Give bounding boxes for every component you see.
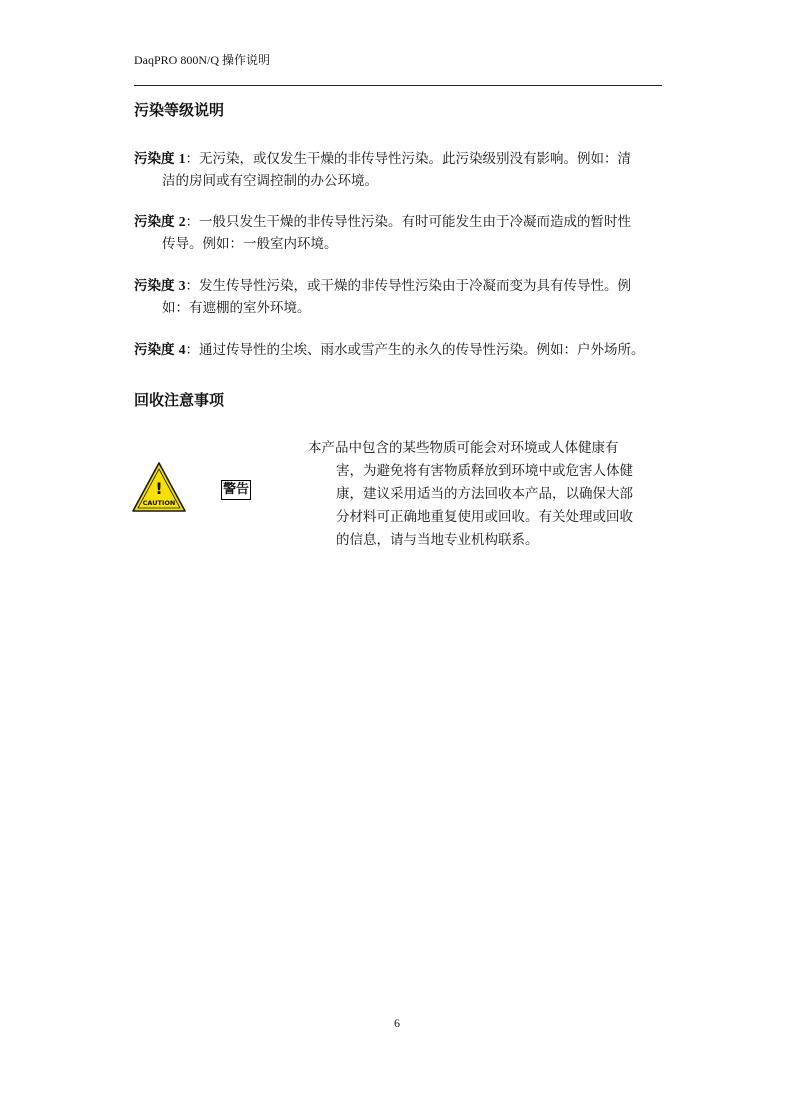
level-number: 1	[178, 151, 186, 166]
pollution-level-4	[134, 339, 664, 361]
level-label: 污染度	[134, 151, 175, 167]
level-text-2: 传导。例如：一般室内环境。	[162, 236, 338, 252]
caution-label: CAUTION	[142, 499, 176, 507]
pollution-level-1	[134, 148, 664, 192]
recycle-heading: 回收注意事项	[134, 391, 225, 409]
level-number: 2	[178, 214, 186, 229]
recycle-line: 康，建议采用适当的方法回收本产品，以确保大部	[336, 486, 633, 502]
pollution-heading: 污染等级说明	[134, 101, 225, 119]
level-text-1: ：通过传导性的尘埃、雨水或雪产生的永久的传导性污染。例如：户外场所。	[185, 342, 645, 358]
level-text-2: 如：有遮棚的室外环境。	[162, 300, 311, 316]
level-label: 污染度	[134, 278, 175, 294]
caution-icon	[132, 462, 186, 512]
level-number: 3	[178, 278, 186, 293]
level-label: 污染度	[134, 214, 175, 230]
level-text-1: ：发生传导性污染，或干燥的非传导性污染由于冷凝而变为具有传导性。例	[185, 278, 632, 294]
level-line	[134, 148, 664, 170]
pollution-level-3	[134, 275, 664, 319]
level-text-1: ：无污染，或仅发生干燥的非传导性污染。此污染级别没有影响。例如：清	[185, 151, 632, 167]
recycle-line: 的信息，请与当地专业机构联系。	[336, 532, 539, 548]
recycle-line: 本产品中包含的某些物质可能会对环境或人体健康有	[308, 440, 619, 456]
level-line	[134, 275, 664, 297]
recycle-line: 分材料可正确地重复使用或回收。有关处理或回收	[336, 509, 633, 525]
pollution-level-2	[134, 211, 664, 255]
level-line	[134, 211, 664, 233]
recycle-paragraph	[308, 437, 668, 552]
level-text-1: ：一般只发生干燥的非传导性污染。有时可能发生由于冷凝而造成的暂时性	[185, 214, 632, 230]
level-number: 4	[178, 342, 186, 357]
page-header: DaqPRO 800N/Q 操作说明	[134, 53, 271, 67]
level-line	[134, 339, 664, 361]
level-text-2: 洁的房间或有空调控制的办公环境。	[162, 173, 378, 189]
caution-exclamation: !	[155, 479, 163, 498]
recycle-line: 害，为避免将有害物质释放到环境中或危害人体健	[336, 463, 633, 479]
level-label: 污染度	[134, 342, 175, 358]
page-number: 6	[394, 1016, 400, 1030]
warning-badge: 警告	[221, 480, 251, 500]
header-rule	[134, 85, 662, 86]
